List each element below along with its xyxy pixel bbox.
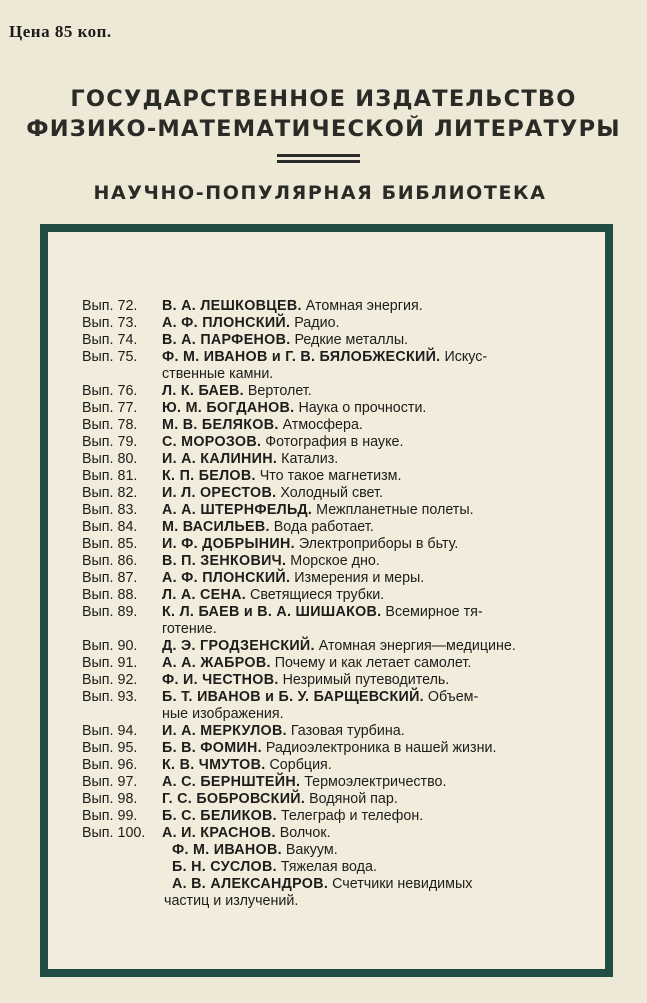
issue-author: И. А. МЕРКУЛОВ. [162,723,287,739]
issue-title: Светящиеся трубки. [250,587,385,603]
issue-title: Радио. [294,315,340,331]
issue-list-frame [40,224,613,977]
issue-author: К. П. БЕЛОВ. [162,468,256,484]
issue-row [82,536,594,553]
issue-number: Вып. 80. [82,451,138,467]
issue-author: Ю. М. БОГДАНОВ. [162,400,295,416]
publisher-line-2: ФИЗИКО-МАТЕМАТИЧЕСКОЙ ЛИТЕРАТУРЫ [26,116,621,142]
issue-author: А. С. БЕРНШТЕЙН. [162,774,301,790]
issue-number: Вып. 89. [82,604,138,620]
issue-author: С. МОРОЗОВ. [162,434,262,450]
issue-title: Объем- [427,689,479,705]
issue-number: Вып. 82. [82,485,138,501]
issue-row [82,553,594,570]
issue-author: Д. Э. ГРОДЗЕНСКИЙ. [162,638,315,654]
issue-row [82,485,594,502]
issue-title: Атомная энергия. [305,298,423,314]
issue-row [82,587,594,604]
issue-title: Межпланетные полеты. [316,502,474,518]
issue-row [82,689,594,706]
issue-number: Вып. 92. [82,672,138,688]
issue-row [82,519,594,536]
issue-title: Катализ. [281,451,339,467]
issue-author: А. В. АЛЕКСАНДРОВ. [172,876,329,892]
issue-row [82,604,594,621]
issue-author: Б. Т. ИВАНОВ и Б. У. БАРЩЕВСКИЙ. [162,689,424,705]
issue-number: Вып. 83. [82,502,138,518]
issue-title: Атомная энергия—медицине. [318,638,516,654]
issue-100-extra-row [82,859,594,876]
issue-author: Ф. М. ИВАНОВ и Г. В. БЯЛОБЖЕСКИЙ. [162,349,441,365]
issue-author: И. Л. ОРЕСТОВ. [162,485,277,501]
issue-row [82,315,594,332]
issue-number: Вып. 78. [82,417,138,433]
issue-number: Вып. 94. [82,723,138,739]
issue-title: Измерения и меры. [294,570,425,586]
issue-number: Вып. 97. [82,774,138,790]
issue-row [82,417,594,434]
issue-row [82,655,594,672]
double-rule-bottom [277,160,360,163]
issue-row [82,570,594,587]
issue-title-continuation: ные изображения. [162,706,284,722]
issue-number: Вып. 77. [82,400,138,416]
issue-number: Вып. 79. [82,434,138,450]
issue-title: Газовая турбина. [290,723,405,739]
issue-number: Вып. 81. [82,468,138,484]
issue-number: Вып. 88. [82,587,138,603]
issue-author: В. А. ЛЕШКОВЦЕВ. [162,298,302,314]
issue-title: Тяжелая вода. [280,859,377,875]
issue-title: Фотография в науке. [265,434,404,450]
issue-title: Термоэлектричество. [304,774,447,790]
issue-row [82,332,594,349]
issue-author: К. В. ЧМУТОВ. [162,757,266,773]
issue-author: К. Л. БАЕВ и В. А. ШИШАКОВ. [162,604,382,620]
issue-row [82,723,594,740]
issue-title: Телеграф и телефон. [280,808,424,824]
issue-title-continuation: частиц и излучений. [164,893,299,909]
issue-number: Вып. 86. [82,553,138,569]
issue-author: М. В. БЕЛЯКОВ. [162,417,279,433]
issue-title: Счетчики невидимых [332,876,473,892]
issue-number: Вып. 91. [82,655,138,671]
issue-author: Б. С. БЕЛИКОВ. [162,808,277,824]
issue-title: Редкие металлы. [294,332,409,348]
issue-row [82,349,594,366]
issue-title: Вакуум. [285,842,338,858]
issue-author: Г. С. БОБРОВСКИЙ. [162,791,306,807]
issue-row [82,502,594,519]
issue-row [82,451,594,468]
issue-row [82,825,594,842]
price-label: Цена 85 коп. [9,22,112,41]
issue-title: Радиоэлектроника в нашей жизни. [265,740,497,756]
issue-title: Незримый путеводитель. [282,672,450,688]
issue-row [82,757,594,774]
issue-number: Вып. 74. [82,332,138,348]
issue-number: Вып. 90. [82,638,138,654]
issue-number: Вып. 95. [82,740,138,756]
issue-author: В. А. ПАРФЕНОВ. [162,332,291,348]
issue-row [82,672,594,689]
issue-title: Водяной пар. [309,791,398,807]
issue-author: Л. А. СЕНА. [162,587,247,603]
issue-author: М. ВАСИЛЬЕВ. [162,519,270,535]
issue-title: Сорбция. [269,757,332,773]
issue-author: Ф. И. ЧЕСТНОВ. [162,672,279,688]
issue-number: Вып. 72. [82,298,138,314]
issue-author: А. А. ШТЕРНФЕЛЬД. [162,502,313,518]
issue-title: Что такое магнетизм. [259,468,402,484]
issue-author: И. А. КАЛИНИН. [162,451,278,467]
issue-title: Волчок. [279,825,331,841]
issue-author: Ф. М. ИВАНОВ. [172,842,282,858]
issue-number: Вып. 96. [82,757,138,773]
issue-number: Вып. 73. [82,315,138,331]
issue-row [82,638,594,655]
issue-title-continuation: готение. [162,621,217,637]
issue-row [82,740,594,757]
issue-number: Вып. 75. [82,349,138,365]
issue-title: Всемирное тя- [385,604,483,620]
issue-author: Б. В. ФОМИН. [162,740,262,756]
issue-100-extra-row [82,876,594,893]
issue-row [82,383,594,400]
issue-number: Вып. 99. [82,808,138,824]
issue-number: Вып. 93. [82,689,138,705]
issue-title: Искус- [444,349,488,365]
issue-number: Вып. 85. [82,536,138,552]
issue-row [82,791,594,808]
issue-author: А. И. КРАСНОВ. [162,825,276,841]
issue-author: В. П. ЗЕНКОВИЧ. [162,553,287,569]
series-title: НАУЧНО-ПОПУЛЯРНАЯ БИБЛИОТЕКА [93,182,547,204]
issue-number: Вып. 84. [82,519,138,535]
issue-author: А. А. ЖАБРОВ. [162,655,271,671]
issue-list [82,298,594,910]
issue-author: А. Ф. ПЛОНСКИЙ. [162,570,291,586]
issue-title: Наука о прочности. [298,400,427,416]
issue-row [82,774,594,791]
issue-title: Электроприборы в бьту. [298,536,459,552]
issue-number: Вып. 100. [82,825,146,841]
issue-title-continuation: ственные камни. [162,366,274,382]
issue-row [82,298,594,315]
issue-title: Атмосфера. [282,417,363,433]
issue-title: Вода работает. [273,519,374,535]
issue-row [82,434,594,451]
publisher-line-1: ГОСУДАРСТВЕННОЕ ИЗДАТЕЛЬСТВО [70,86,577,112]
issue-100-extra-row [82,842,594,859]
issue-author: Л. К. БАЕВ. [162,383,244,399]
issue-title: Холодный свет. [280,485,383,501]
issue-row [82,468,594,485]
issue-author: А. Ф. ПЛОНСКИЙ. [162,315,291,331]
issue-number: Вып. 76. [82,383,138,399]
issue-author: Б. Н. СУСЛОВ. [172,859,277,875]
double-rule-top [277,154,360,157]
issue-number: Вып. 98. [82,791,138,807]
issue-row [82,400,594,417]
issue-row [82,808,594,825]
issue-title: Почему и как летает самолет. [274,655,472,671]
issue-author: И. Ф. ДОБРЫНИН. [162,536,295,552]
issue-title: Вертолет. [247,383,312,399]
issue-title: Морское дно. [290,553,380,569]
issue-number: Вып. 87. [82,570,138,586]
